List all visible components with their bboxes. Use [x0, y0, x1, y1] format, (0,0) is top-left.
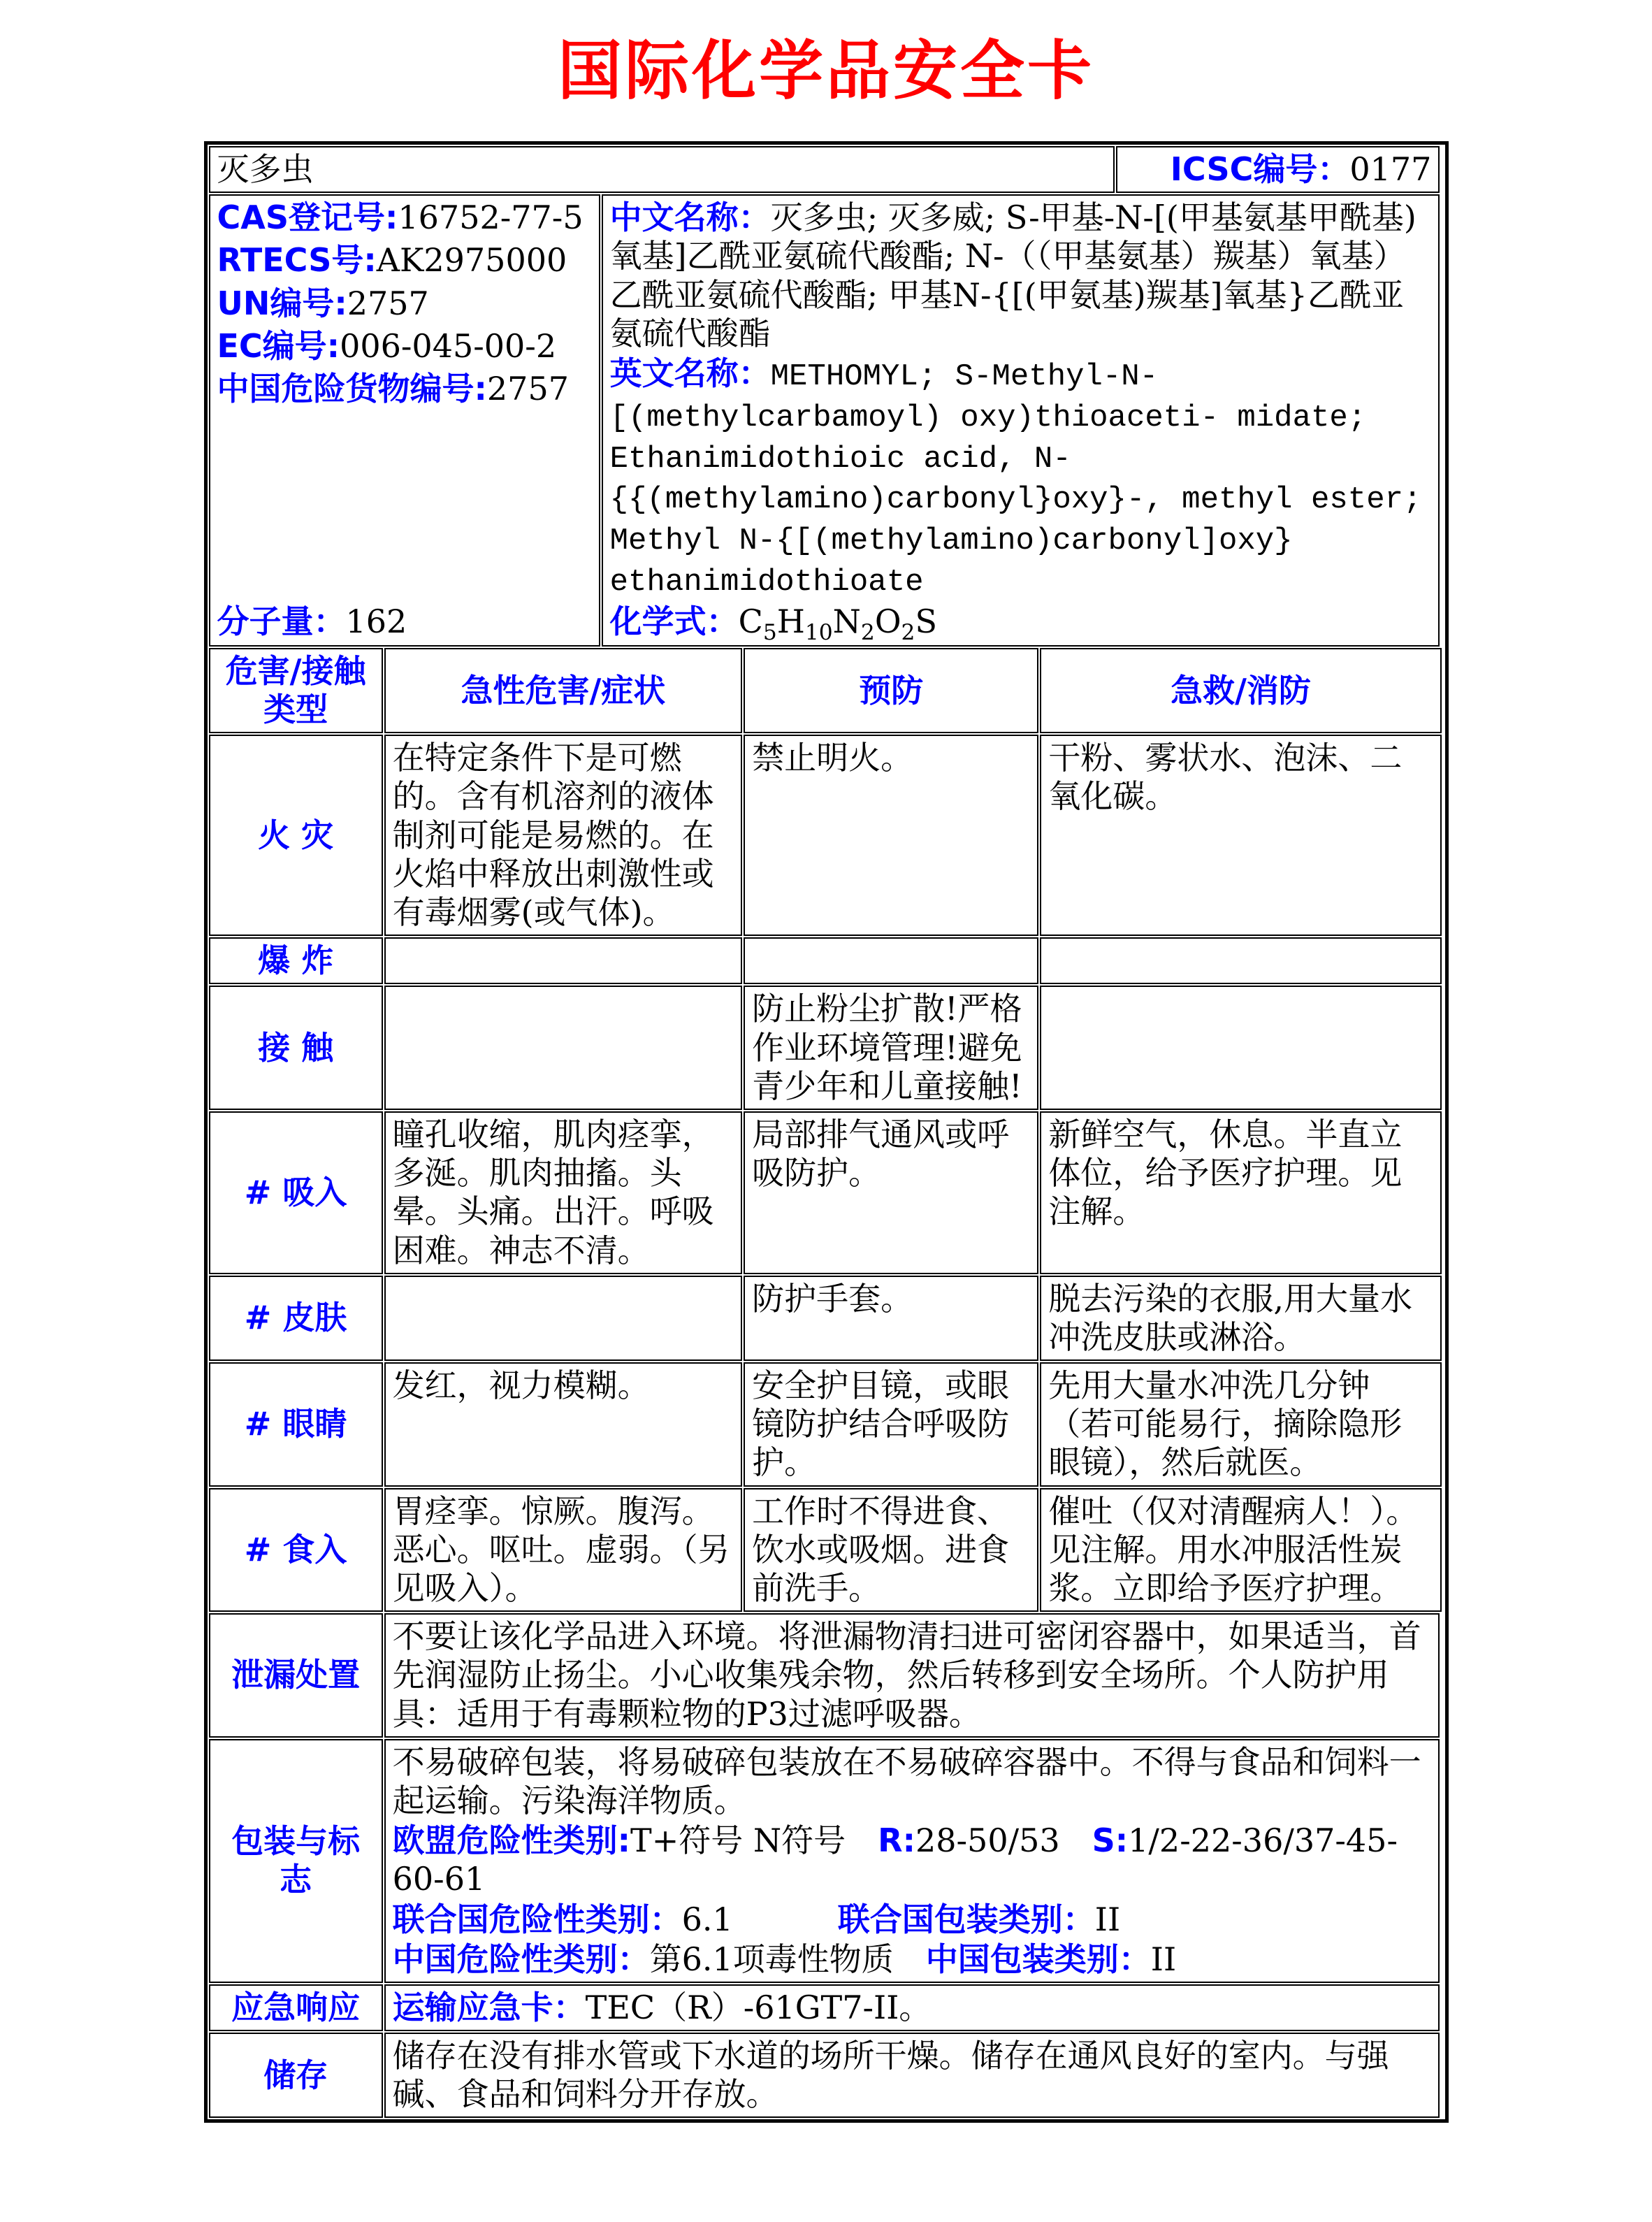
fire-response-cell: 干粉、雾状水、泡沫、二氧化碳。 — [1040, 735, 1441, 936]
contact-response-cell — [1040, 986, 1441, 1110]
tec-card-value: TEC（R）-61GT7-II。 — [585, 1988, 932, 2026]
ingestion-symptoms-cell: 胃痉挛。惊厥。腹泻。恶心。呕吐。虚弱。（另见吸入）。 — [384, 1488, 742, 1613]
ingestion-type-label: # 食入 — [209, 1488, 383, 1613]
cas-label: CAS登记号: — [217, 199, 398, 237]
un-hazard-class-label: 联合国危险性类别： — [392, 1900, 682, 1938]
skin-prevention-cell: 防护手套。 — [744, 1276, 1038, 1361]
cn-pack-group-value: II — [1150, 1940, 1177, 1978]
molecular-weight-value: 162 — [345, 602, 407, 640]
explosion-symptoms-cell — [384, 937, 742, 984]
china-dg-number-line — [217, 370, 592, 408]
eyes-type-label: # 眼睛 — [209, 1362, 383, 1487]
registry-ids-cell — [209, 194, 600, 647]
formula-block — [609, 602, 1432, 645]
names-cell — [602, 194, 1440, 647]
un-hazard-class-value: 6.1 — [681, 1900, 733, 1938]
spill-disposal-text: 不要让该化学品进入环境。将泄漏物清扫进可密闭容器中，如果适当，首先润湿防止扬尘。小心收集残余物，然后转移到安全场所。个人防护用具：适用于有毒颗粒物的P3过滤呼吸器。 — [384, 1613, 1440, 1738]
eyes-prevention-cell: 安全护目镜，或眼镜防护结合呼吸防护。 — [744, 1362, 1038, 1487]
un-pack-group-label: 联合国包装类别： — [837, 1900, 1095, 1938]
eu-hazard-line — [393, 1821, 1432, 1898]
english-name-label: 英文名称： — [609, 354, 771, 392]
packaging-text: 不易破碎包装，将易破碎包装放在不易破碎容器中。不得与食品和饲料一起运输。污染海洋物质。 — [392, 1743, 1421, 1819]
chinese-name-label: 中文名称： — [609, 199, 771, 237]
packaging-row — [209, 1739, 1444, 1983]
chinese-name-block — [610, 199, 1432, 353]
ingestion-prevention-cell: 工作时不得进食、饮水或吸烟。进食前洗手。 — [744, 1488, 1038, 1613]
ec-number-line — [217, 327, 592, 366]
ingestion-response-cell: 催吐（仅对清醒病人！）。见注解。用水冲服活性炭浆。立即给予医疗护理。 — [1040, 1488, 1441, 1613]
cas-number-line — [217, 199, 592, 237]
card-top-row — [209, 146, 1444, 193]
un-number-line — [217, 284, 592, 323]
inhalation-response-cell: 新鲜空气，休息。半直立体位，给予医疗护理。见注解。 — [1040, 1111, 1441, 1274]
s-phrases-value: 1/2-22-36/37-45-60-61 — [392, 1821, 1398, 1898]
r-phrases-label: R: — [878, 1821, 915, 1860]
spill-disposal-row — [209, 1613, 1444, 1738]
storage-text: 储存在没有排水管或下水道的场所干燥。储存在通风良好的室内。与强碱、食品和饲料分开存放。 — [384, 2033, 1440, 2118]
hazard-row-inhalation — [209, 1111, 1444, 1274]
icsc-label: ICSC编号： — [1170, 150, 1350, 188]
header-response: 急救/消防 — [1040, 648, 1441, 733]
fire-type-label: 火 灾 — [209, 735, 383, 936]
identity-row — [209, 194, 1444, 647]
explosion-type-label: 爆 炸 — [209, 937, 383, 984]
eu-hazard-label: 欧盟危险性类别: — [392, 1821, 631, 1860]
explosion-prevention-cell — [744, 937, 1038, 984]
skin-symptoms-cell — [384, 1276, 742, 1361]
hazard-row-eyes — [209, 1362, 1444, 1487]
cn-pack-group-label: 中国包装类别： — [925, 1940, 1151, 1978]
ec-label: EC编号: — [217, 326, 340, 365]
header-hazard-type: 危害/接触 类型 — [209, 648, 383, 733]
cn-class-line — [393, 1940, 1432, 1979]
contact-prevention-cell: 防止粉尘扩散!严格作业环境管理!避免青少年和儿童接触! — [744, 986, 1038, 1110]
hazard-row-explosion — [209, 937, 1444, 984]
safety-card-table — [204, 141, 1449, 2123]
emergency-response-row — [209, 1984, 1444, 2031]
skin-response-cell: 脱去污染的衣服,用大量水冲洗皮肤或淋浴。 — [1040, 1276, 1441, 1361]
rtecs-number-line — [217, 241, 592, 280]
fire-symptoms-cell: 在特定条件下是可燃的。含有机溶剂的液体制剂可能是易燃的。在火焰中释放出刺激性或有毒烟雾(或气体)。 — [384, 735, 742, 936]
un-label: UN编号: — [217, 284, 347, 322]
emergency-response-label: 应急响应 — [209, 1984, 383, 2031]
hazard-row-skin — [209, 1276, 1444, 1361]
s-phrases-label: S: — [1092, 1821, 1129, 1860]
formula-value: $C_5H_{10}N_2O_2S$ — [738, 602, 937, 645]
storage-label: 储存 — [209, 2033, 383, 2118]
header-symptoms: 急性危害/症状 — [384, 648, 742, 733]
formula-label: 化学式： — [609, 602, 739, 640]
cas-value: 16752-77-5 — [398, 199, 584, 237]
hazard-row-ingestion — [209, 1488, 1444, 1613]
spill-disposal-label: 泄漏处置 — [209, 1613, 383, 1738]
eyes-response-cell: 先用大量水冲洗几分钟（若可能易行，摘除隐形眼镜），然后就医。 — [1040, 1362, 1441, 1487]
contact-symptoms-cell — [384, 986, 742, 1110]
header-prevention: 预防 — [744, 648, 1038, 733]
english-name-value: METHOMYL; S-Methyl-N-[(methylcarbamoyl) oxy)thioaceti- midate; Ethanimidothioic acid, N-{{(methylamino)carbonyl}oxy}-, methyl ester; Methyl N-{[(methylamino)carbonyl]oxy} ethanimidothioate — [609, 359, 1422, 600]
emergency-response-cell — [384, 1984, 1440, 2031]
explosion-response-cell — [1040, 937, 1441, 984]
hazard-row-contact — [209, 986, 1444, 1110]
icsc-number-cell — [1116, 146, 1440, 193]
china-dg-label: 中国危险货物编号: — [217, 369, 487, 407]
rtecs-label: RTECS号: — [217, 241, 377, 280]
eu-hazard-value: T+符号 N符号 — [630, 1821, 846, 1860]
fire-prevention-cell: 禁止明火。 — [744, 735, 1038, 936]
un-pack-group-value: II — [1094, 1900, 1121, 1938]
inhalation-symptoms-cell: 瞳孔收缩，肌肉痉挛，多涎。肌肉抽搐。头晕。头痛。出汗。呼吸困难。神志不清。 — [384, 1111, 742, 1274]
tec-card-label: 运输应急卡： — [392, 1988, 586, 2026]
page-title: 国际化学品安全卡 — [557, 34, 1094, 108]
english-name-block — [610, 354, 1432, 601]
un-class-line — [393, 1900, 1432, 1939]
molecular-weight-line — [217, 603, 592, 641]
packaging-label: 包装与标志 — [209, 1739, 383, 1983]
r-phrases-value: 28-50/53 — [915, 1821, 1060, 1860]
chinese-name-value: 灭多虫; 灭多威; S-甲基-N-[(甲基氨基甲酰基)氧基]乙酰亚氨硫代酸酯; N-（（甲基氨基）羰基）氧基）乙酰亚氨硫代酸酯; 甲基N-{[(甲氨基)羰基]氧基}乙酰亚氨硫代酸酯 — [609, 199, 1416, 352]
un-value: 2757 — [347, 284, 429, 322]
molecular-weight-label: 分子量： — [217, 602, 346, 640]
chemical-name: 灭多虫 — [209, 146, 1115, 193]
ec-value: 006-045-00-2 — [340, 326, 557, 365]
cn-hazard-class-label: 中国危险性类别： — [392, 1940, 650, 1978]
rtecs-value: AK2975000 — [376, 241, 567, 280]
inhalation-type-label: # 吸入 — [209, 1111, 383, 1274]
china-dg-value: 2757 — [486, 369, 569, 407]
cn-hazard-class-value: 第6.1项毒性物质 — [649, 1940, 894, 1978]
packaging-cell — [384, 1739, 1440, 1983]
skin-type-label: # 皮肤 — [209, 1276, 383, 1361]
contact-type-label: 接 触 — [209, 986, 383, 1110]
hazard-header-row — [209, 648, 1444, 733]
inhalation-prevention-cell: 局部排气通风或呼吸防护。 — [744, 1111, 1038, 1274]
storage-row — [209, 2033, 1444, 2118]
hazard-row-fire — [209, 735, 1444, 936]
icsc-number: 0177 — [1349, 150, 1432, 188]
eyes-symptoms-cell: 发红，视力模糊。 — [384, 1362, 742, 1487]
